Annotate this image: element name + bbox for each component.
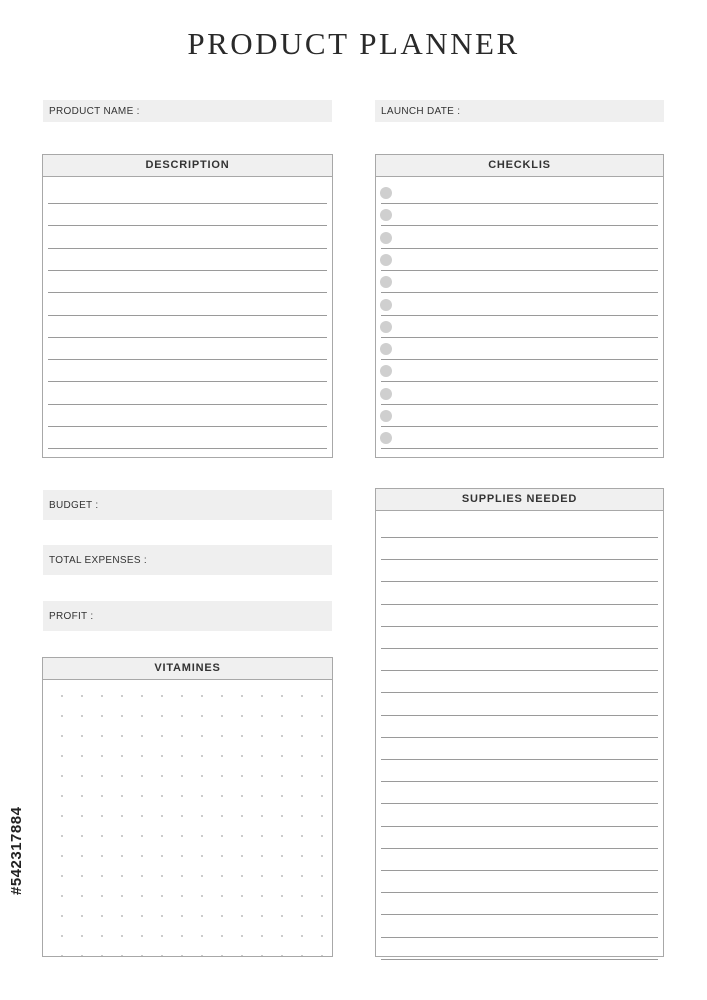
ruled-line bbox=[381, 359, 658, 360]
supplies-header: SUPPLIES NEEDED bbox=[376, 489, 663, 511]
checkbox-circle[interactable] bbox=[380, 410, 392, 422]
checkbox-circle[interactable] bbox=[380, 276, 392, 288]
ruled-line bbox=[381, 803, 658, 804]
dot-grid bbox=[43, 680, 332, 956]
checkbox-circle[interactable] bbox=[380, 187, 392, 199]
budget-field[interactable] bbox=[43, 490, 332, 520]
ruled-line bbox=[381, 648, 658, 649]
checkbox-circle[interactable] bbox=[380, 365, 392, 377]
ruled-line bbox=[381, 715, 658, 716]
ruled-line bbox=[381, 581, 658, 582]
supplies-box bbox=[375, 488, 664, 957]
ruled-line bbox=[381, 292, 658, 293]
ruled-line bbox=[381, 559, 658, 560]
ruled-line bbox=[381, 959, 658, 960]
ruled-line bbox=[381, 537, 658, 538]
ruled-line bbox=[48, 426, 327, 427]
checkbox-circle[interactable] bbox=[380, 232, 392, 244]
description-header: DESCRIPTION bbox=[43, 155, 332, 177]
checkbox-circle[interactable] bbox=[380, 388, 392, 400]
profit-field[interactable] bbox=[43, 601, 332, 631]
total-expenses-field[interactable] bbox=[43, 545, 332, 575]
checkbox-circle[interactable] bbox=[380, 209, 392, 221]
ruled-line bbox=[48, 315, 327, 316]
ruled-line bbox=[381, 870, 658, 871]
ruled-line bbox=[381, 892, 658, 893]
ruled-line bbox=[48, 404, 327, 405]
ruled-line bbox=[381, 692, 658, 693]
ruled-line bbox=[48, 381, 327, 382]
ruled-line bbox=[48, 337, 327, 338]
product-name-field[interactable] bbox=[43, 100, 332, 122]
ruled-line bbox=[381, 203, 658, 204]
vitamines-box bbox=[42, 657, 333, 957]
total-expenses-label: TOTAL EXPENSES : bbox=[49, 554, 147, 566]
ruled-line bbox=[48, 292, 327, 293]
ruled-line bbox=[381, 914, 658, 915]
ruled-line bbox=[48, 448, 327, 449]
ruled-line bbox=[381, 826, 658, 827]
checkbox-circle[interactable] bbox=[380, 432, 392, 444]
ruled-line bbox=[381, 337, 658, 338]
ruled-line bbox=[381, 759, 658, 760]
ruled-line bbox=[381, 626, 658, 627]
ruled-line bbox=[381, 937, 658, 938]
ruled-line bbox=[48, 359, 327, 360]
ruled-line bbox=[381, 270, 658, 271]
checklist-box bbox=[375, 154, 664, 458]
vitamines-header: VITAMINES bbox=[43, 658, 332, 680]
checkbox-circle[interactable] bbox=[380, 254, 392, 266]
description-box bbox=[42, 154, 333, 458]
ruled-line bbox=[381, 426, 658, 427]
checklist-header: CHECKLIS bbox=[376, 155, 663, 177]
ruled-line bbox=[381, 604, 658, 605]
profit-label: PROFIT : bbox=[49, 610, 94, 622]
ruled-line bbox=[381, 315, 658, 316]
ruled-line bbox=[381, 381, 658, 382]
ruled-line bbox=[48, 270, 327, 271]
checkbox-circle[interactable] bbox=[380, 343, 392, 355]
ruled-line bbox=[381, 404, 658, 405]
page-title: PRODUCT PLANNER bbox=[187, 26, 520, 61]
ruled-line bbox=[381, 448, 658, 449]
checkbox-circle[interactable] bbox=[380, 299, 392, 311]
ruled-line bbox=[48, 248, 327, 249]
checkbox-circle[interactable] bbox=[380, 321, 392, 333]
budget-label: BUDGET : bbox=[49, 499, 99, 511]
ruled-line bbox=[381, 225, 658, 226]
ruled-line bbox=[381, 737, 658, 738]
launch-date-label: LAUNCH DATE : bbox=[381, 105, 461, 117]
ruled-line bbox=[381, 670, 658, 671]
launch-date-field[interactable] bbox=[375, 100, 664, 122]
ruled-line bbox=[381, 781, 658, 782]
stock-id-text: #542317884 bbox=[8, 806, 25, 895]
ruled-line bbox=[48, 225, 327, 226]
ruled-line bbox=[381, 848, 658, 849]
product-name-label: PRODUCT NAME : bbox=[49, 105, 140, 117]
ruled-line bbox=[48, 203, 327, 204]
ruled-line bbox=[381, 248, 658, 249]
